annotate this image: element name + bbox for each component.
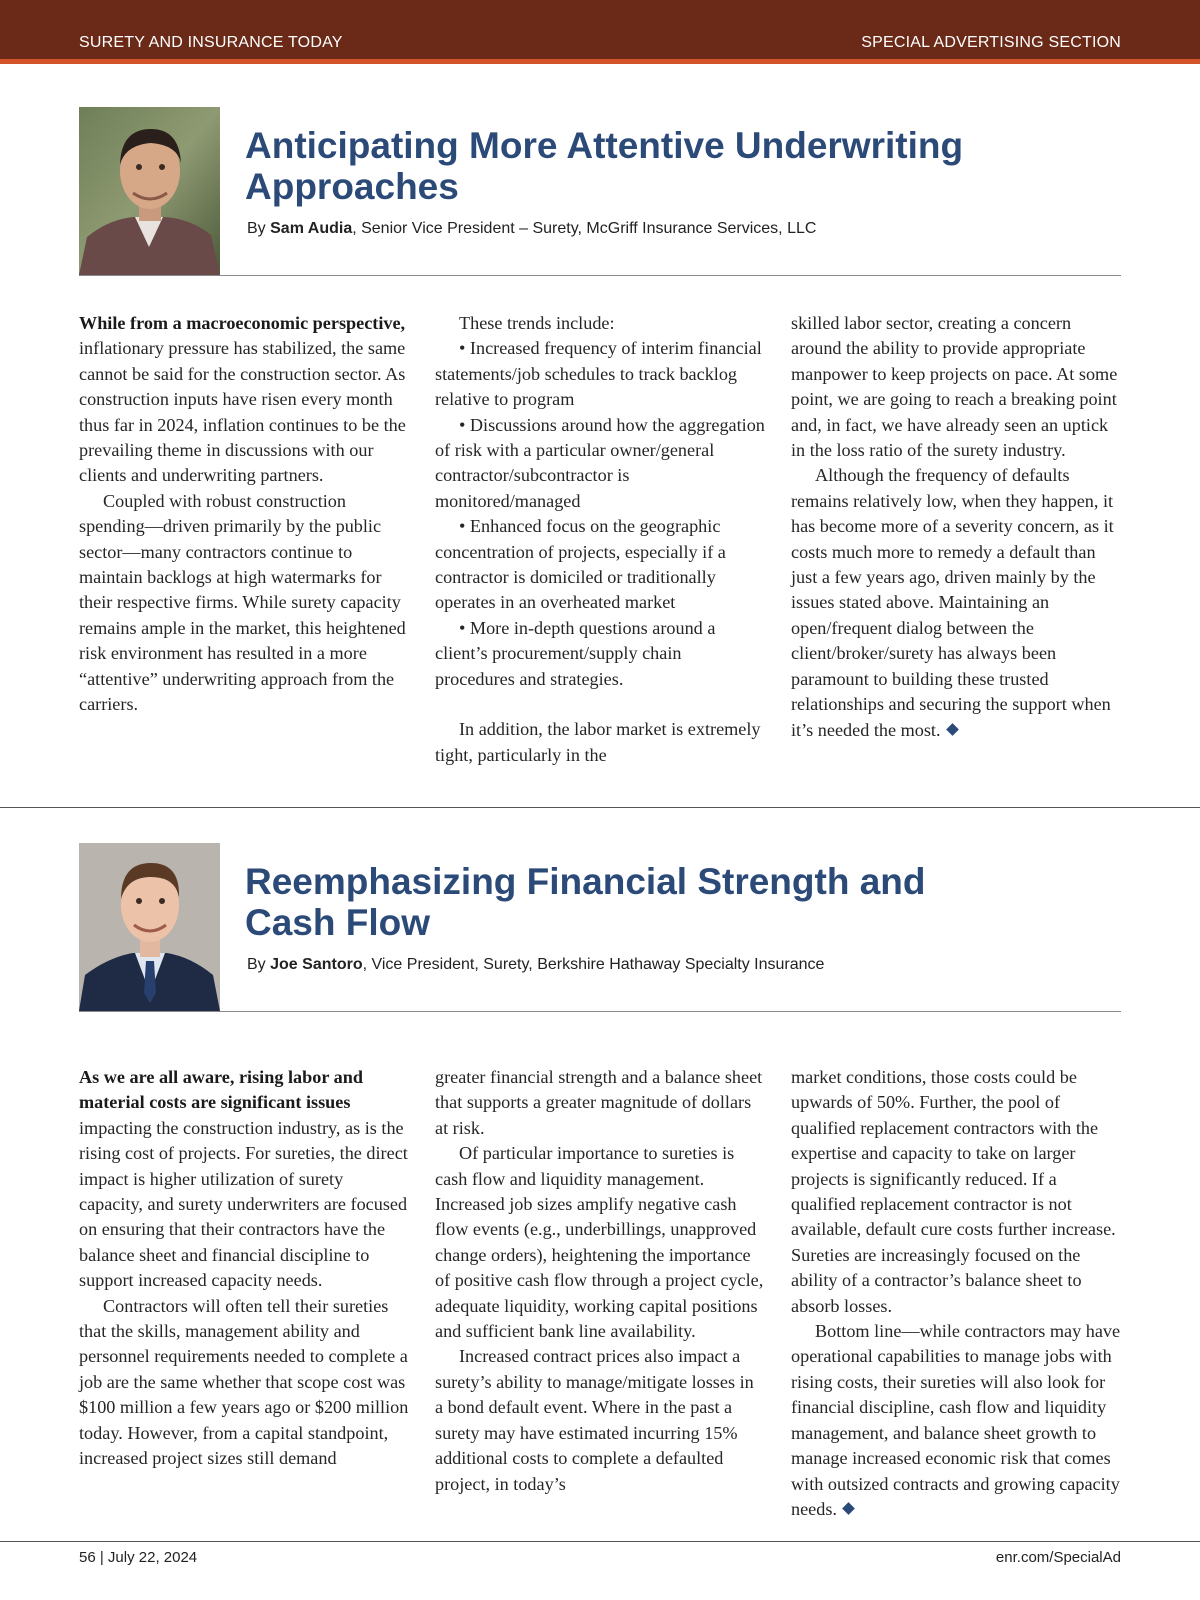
author-photo-sam-audia xyxy=(79,107,220,275)
footer-rule xyxy=(0,1541,1200,1542)
paragraph: skilled labor sector, creating a concern around the ability to provide appropriate manpower to keep projects on pace. At some point, we are going to reach a breaking point and, in fact, we have already seen an uptick in the loss ratio of the surety industry. xyxy=(791,313,1118,461)
lead-in: While from a macroeconomic perspective, xyxy=(79,313,406,333)
article-2-column-2 xyxy=(435,1065,765,1497)
paragraph: Increased contract prices also impact a surety’s ability to manage/mitigate losses in a bond default event. Where in the past a surety may have estimated incurring 15% additional costs to complete a defaulted project, in today’s xyxy=(435,1346,754,1494)
headline-rule xyxy=(79,1011,1121,1012)
author-name: Sam Audia xyxy=(270,220,353,237)
section-header-bar xyxy=(0,0,1200,64)
end-mark-icon xyxy=(946,723,959,736)
article-divider xyxy=(0,807,1200,808)
list-item: • Enhanced focus on the geographic concentration of projects, especially if a contractor is domiciled or traditionally operates in an overheated market xyxy=(435,516,726,613)
author-role: , Senior Vice President – Surety, McGriff Insurance Services, LLC xyxy=(352,220,817,237)
article-2-column-1: As we are all aware, rising labor and material costs are significant issues impacting the construction industry, as is the rising cost of projects. For sureties, the direct impact is higher utilization of surety capacity, and surety underwriters are focused on ensuring that their contractors have the balance sheet and financial discipline to support increased capacity needs. Contractors will often tell their sureties that the skills, management ability and personnel requirements needed to complete a job are the same whether that scope cost was $100 million a few years ago or $200 million today. However, from a capital standpoint, increased project sizes still demand xyxy=(79,1065,409,1472)
end-mark-icon xyxy=(842,1502,855,1515)
paragraph: Bottom line—while contractors may have operational capabilities to manage jobs with rising costs, their sureties will also look for financial discipline, cash flow and liquidity management, and balance sheet growth to manage increased economic risk that comes with outsized contracts and growing capacity needs. xyxy=(791,1321,1121,1519)
paragraph: greater financial strength and a balance sheet that supports a greater magnitude of dollars at risk. xyxy=(435,1067,763,1138)
list-item: • More in-depth questions around a client’s procurement/supply chain procedures and strategies. xyxy=(435,617,716,689)
article-1 xyxy=(79,107,1121,797)
paragraph: In addition, the labor market is extremely tight, particularly in the xyxy=(435,719,761,765)
article-2-headline: Reemphasizing Financial Strength and Cash Flow xyxy=(245,861,926,943)
paragraph: Contractors will often tell their sureties that the skills, management ability and personnel requirements needed to complete a job are the same whether that scope cost was $100 million a few years ago or $200 million today. However, from a capital standpoint, increased project sizes still demand xyxy=(79,1295,409,1469)
lead-in: As we are all aware, rising labor and material costs are significant issues xyxy=(79,1067,363,1113)
article-2 xyxy=(79,843,1121,1533)
paragraph: market conditions, those costs could be upwards of 50%. Further, the pool of qualified replacement contractors with the expertise and capacity to take on larger projects is significantly reduced. If a qualified replacement contractor is not available, default cure costs further increase. Sureties are increasingly focused on the ability of a contractor’s balance sheet to absorb losses. xyxy=(791,1067,1116,1316)
author-name: Joe Santoro xyxy=(270,956,363,973)
article-1-column-3 xyxy=(791,311,1121,743)
footer-url-link[interactable]: enr.com/SpecialAd xyxy=(995,1549,1121,1566)
list-item: • Increased frequency of interim financial statements/job schedules to track backlog relative to program xyxy=(435,338,762,410)
paragraph: Of particular importance to sureties is cash flow and liquidity management. Increased job sizes amplify negative cash flow events (e.g., underbillings, unapproved change orders), heightening the importance of positive cash flow through a project cycle, adequate liquidity, working capital positions and sufficient bank line availability. xyxy=(435,1143,764,1342)
article-2-column-3 xyxy=(791,1065,1121,1522)
headline-rule xyxy=(79,275,1121,276)
paragraph: These trends include: xyxy=(459,313,615,333)
paragraph: Coupled with robust construction spending—driven primarily by the public sector—many contractors continue to maintain backlogs at high watermarks for their respective firms. While surety capacity remains ample in the market, this heightened risk environment has resulted in a more “attentive” underwriting approach from the carriers. xyxy=(79,490,406,715)
author-role: , Vice President, Surety, Berkshire Hathaway Specialty Insurance xyxy=(362,956,825,973)
article-1-column-2 xyxy=(435,311,765,768)
section-label: SPECIAL ADVERTISING SECTION xyxy=(861,34,1121,51)
page-folio: 56 | July 22, 2024 xyxy=(79,1549,198,1566)
article-1-headline: Anticipating More Attentive Underwriting Approaches xyxy=(245,125,964,207)
paragraph: Although the frequency of defaults remains relatively low, when they happen, it has become more of a severity concern, as it costs much more to remedy a default than just a few years ago, driven mainly by the issues stated above. Maintaining an open/frequent dialog between the client/broker/surety has always been paramount to building these trusted relationships and securing the support when it’s needed the most. xyxy=(791,465,1114,740)
list-item: • Discussions around how the aggregation of risk with a particular owner/general contractor/subcontractor is monitored/managed xyxy=(435,414,765,511)
article-1-column-1: While from a macroeconomic perspective, inflationary pressure has stabilized, the same cannot be said for the construction sector. As construction inputs have risen every month thus far in 2024, inflation continues to be the prevailing theme in discussions with our clients and underwriting partners. Coupled with robust construction spending—driven primarily by the public sector—many contractors continue to maintain backlogs at high watermarks for their respective firms. While surety capacity remains ample in the market, this heightened risk environment has resulted in a more “attentive” underwriting approach from the carriers. xyxy=(79,311,409,718)
section-title: SURETY AND INSURANCE TODAY xyxy=(79,34,343,51)
article-1-byline: By Sam Audia, Senior Vice President – Surety, McGriff Insurance Services, LLC xyxy=(247,220,817,237)
author-photo-joe-santoro xyxy=(79,843,220,1011)
article-2-byline: By Joe Santoro, Vice President, Surety, Berkshire Hathaway Specialty Insurance xyxy=(247,956,825,973)
